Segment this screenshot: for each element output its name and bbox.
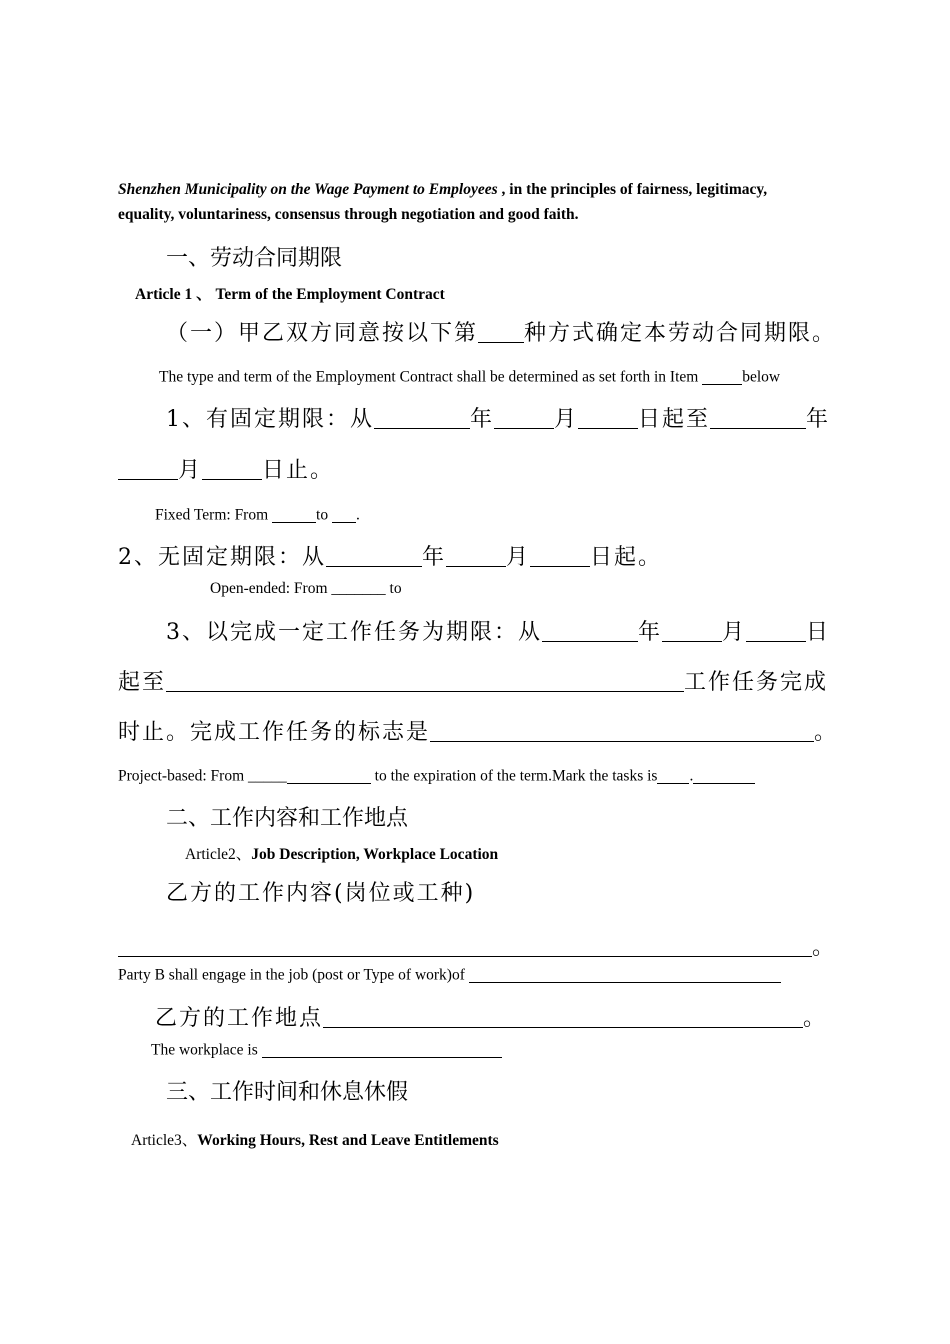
fixed-start-month-blank[interactable] <box>494 406 554 429</box>
section1-heading: 一、劳动合同期限 <box>166 246 343 271</box>
item1-cn: （一）甲乙双方同意按以下第 种方式确定本劳动合同期限。 <box>166 321 837 346</box>
project-cn-line3: 时止。完成工作任务的标志是 。 <box>118 720 839 745</box>
fixed-start-day-blank[interactable] <box>578 406 638 429</box>
project-cn-line2: 起至 工作任务完成 <box>118 670 829 695</box>
section2-heading: 二、工作内容和工作地点 <box>166 806 409 831</box>
open-ended-en: Open-ended: From _______ to <box>210 580 402 597</box>
article3-title: Article3、Working Hours, Rest and Leave Entitlements <box>131 1132 499 1149</box>
fixed-end-day-blank[interactable] <box>202 457 262 480</box>
project-cn-line1: 3、以完成一定工作任务为期限：从 年 月 日 <box>166 620 831 645</box>
fixed-end-month-blank[interactable] <box>118 457 178 480</box>
item1-en: The type and term of the Employment Contract shall be determined as set forth in Item below <box>159 368 781 386</box>
fixed-to-blank[interactable] <box>332 506 356 523</box>
open-ended-cn: 2、无固定期限：从 年 月 日起。 <box>118 545 663 570</box>
project-from-blank[interactable] <box>287 767 371 784</box>
project-start-month-blank[interactable] <box>662 619 722 642</box>
fixed-term-cn-line2: 月 日止。 <box>118 453 334 484</box>
workplace-en: The workplace is <box>151 1041 502 1060</box>
open-start-month-blank[interactable] <box>446 544 506 567</box>
project-start-day-blank[interactable] <box>746 619 806 642</box>
project-mark-blank[interactable] <box>657 767 689 784</box>
fixed-start-year-blank[interactable] <box>374 406 470 429</box>
item-number-blank[interactable] <box>478 320 524 343</box>
job-content-line: 。 <box>118 930 836 961</box>
open-start-year-blank[interactable] <box>326 544 422 567</box>
intro-continuation: , in the principles of fairness, legitimacy, <box>497 181 768 198</box>
open-start-day-blank[interactable] <box>530 544 590 567</box>
job-content-cn: 乙方的工作内容(岗位或工种) <box>166 881 476 906</box>
section3-heading: 三、工作时间和休息休假 <box>166 1080 409 1105</box>
job-content-en-blank[interactable] <box>469 966 781 983</box>
fixed-end-year-blank[interactable] <box>710 406 806 429</box>
article1-title: Article 1 、 Term of the Employment Contract <box>135 286 445 303</box>
workplace-en-blank[interactable] <box>262 1041 502 1058</box>
project-task-blank[interactable] <box>166 669 684 692</box>
intro-line-1 <box>118 181 767 199</box>
fixed-term-cn-line1: 1、有固定期限：从 年 月 日起至 年 <box>166 407 831 432</box>
fixed-term-en: Fixed Term: From to . <box>155 506 360 524</box>
project-mark-blank-2[interactable] <box>693 767 755 784</box>
workplace-blank[interactable] <box>323 1005 803 1028</box>
job-content-blank[interactable] <box>118 934 812 957</box>
workplace-cn: 乙方的工作地点 。 <box>155 1006 828 1031</box>
item-number-blank-en[interactable] <box>702 368 742 385</box>
fixed-from-blank[interactable] <box>272 506 316 523</box>
article2-title: Article2、Job Description, Workplace Location <box>185 846 499 863</box>
law-title: Shenzhen Municipality on the Wage Payment to Employees <box>118 181 498 198</box>
project-en: Project-based: From _____ to the expiration of the term.Mark the tasks is . <box>118 767 755 786</box>
project-completion-mark-blank[interactable] <box>430 719 814 742</box>
job-content-en: Party B shall engage in the job (post or Type of work)of <box>118 966 781 985</box>
intro-line-2: equality, voluntariness, consensus through negotiation and good faith. <box>118 206 579 223</box>
project-start-year-blank[interactable] <box>542 619 638 642</box>
